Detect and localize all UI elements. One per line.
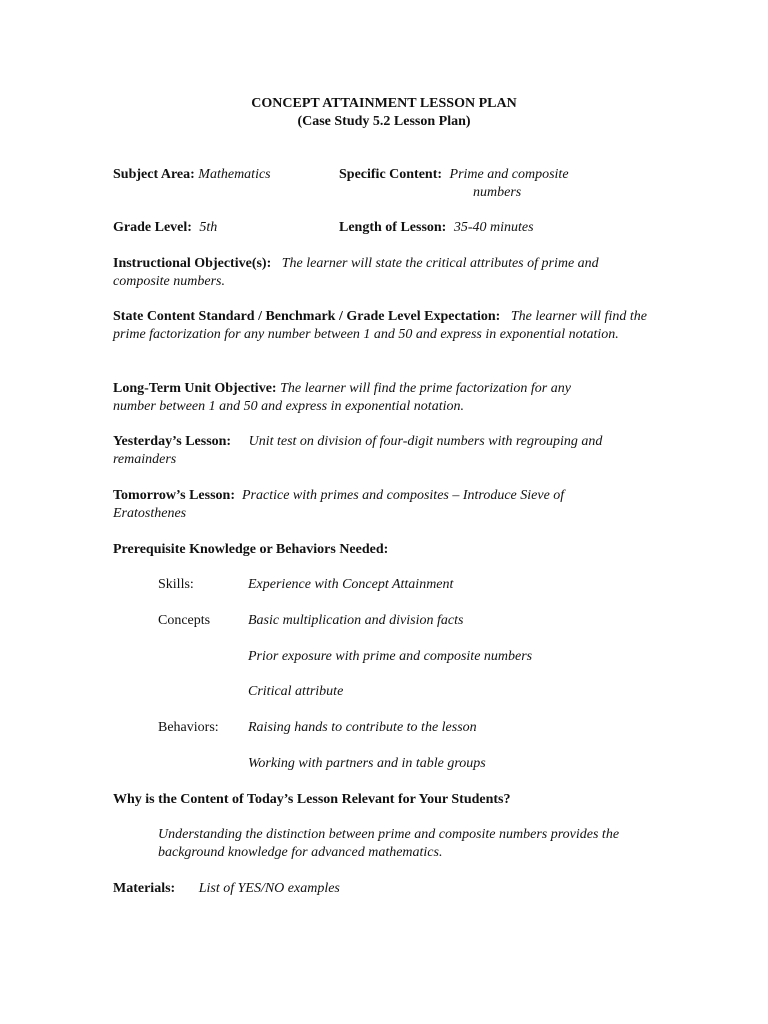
state-standard-label: State Content Standard / Benchmark / Grade Level Expectation: [113, 309, 501, 324]
grade-level-value: 5th [199, 220, 218, 235]
materials-value: List of YES/NO examples [198, 881, 340, 896]
instructional-objective-value: The learner will state the critical attributes of prime and composite numbers. [113, 256, 599, 289]
tomorrows-lesson [113, 487, 613, 523]
length-of-lesson-row [339, 219, 534, 237]
length-of-lesson-label: Length of Lesson: [339, 220, 447, 235]
instructional-objective [113, 255, 643, 291]
title-block [0, 95, 768, 131]
behaviors-item: Raising hands to contribute to the lesson [248, 720, 477, 735]
tomorrows-lesson-label: Tomorrow’s Lesson: [113, 488, 235, 503]
skills-label: Skills: [158, 577, 194, 592]
materials-label: Materials: [113, 881, 176, 896]
page-title: CONCEPT ATTAINMENT LESSON PLAN [251, 96, 517, 111]
concepts-label: Concepts [158, 613, 211, 628]
subject-area-label: Subject Area: [113, 167, 195, 182]
concepts-item: Critical attribute [248, 684, 344, 699]
subject-area-value: Mathematics [198, 167, 271, 182]
state-standard-value: The learner will find the prime factorization for any number between 1 and 50 and express in exponential notation. [113, 309, 647, 342]
yesterdays-lesson-label: Yesterday’s Lesson: [113, 434, 232, 449]
specific-content-row [339, 166, 569, 184]
concepts-item: Basic multiplication and division facts [248, 613, 464, 628]
grade-level-row [113, 219, 217, 237]
state-content-standard [113, 308, 653, 344]
instructional-objective-label: Instructional Objective(s): [113, 256, 272, 271]
long-term-objective-label: Long-Term Unit Objective: [113, 381, 277, 396]
length-of-lesson-value: 35-40 minutes [453, 220, 534, 235]
grade-level-label: Grade Level: [113, 220, 192, 235]
prerequisite-heading: Prerequisite Knowledge or Behaviors Needed: [113, 542, 389, 557]
behaviors-label: Behaviors: [158, 720, 219, 735]
relevance-heading: Why is the Content of Today’s Lesson Relevant for Your Students? [113, 792, 511, 807]
specific-content-label: Specific Content: [339, 167, 443, 182]
skills-item: Experience with Concept Attainment [248, 577, 454, 592]
page-subtitle: (Case Study 5.2 Lesson Plan) [297, 114, 471, 129]
concepts-item: Prior exposure with prime and composite numbers [248, 649, 533, 664]
specific-content-value-cont: numbers [473, 185, 522, 200]
long-term-unit-objective [113, 380, 613, 416]
yesterdays-lesson [113, 433, 643, 469]
behaviors-item: Working with partners and in table groups [248, 756, 486, 771]
tomorrows-lesson-value: Practice with primes and composites – Introduce Sieve of Eratosthenes [113, 488, 565, 521]
subject-area-row [113, 166, 271, 184]
specific-content-value: Prime and composite [449, 167, 569, 182]
yesterdays-lesson-value: Unit test on division of four-digit numbers with regrouping and remainders [113, 434, 603, 467]
materials-row [113, 880, 340, 898]
relevance-text: Understanding the distinction between prime and composite numbers provides the background knowledge for advanced mathematics. [158, 827, 620, 860]
long-term-objective-value: The learner will find the prime factorization for any number between 1 and 50 and express in exponential notation. [113, 381, 571, 414]
